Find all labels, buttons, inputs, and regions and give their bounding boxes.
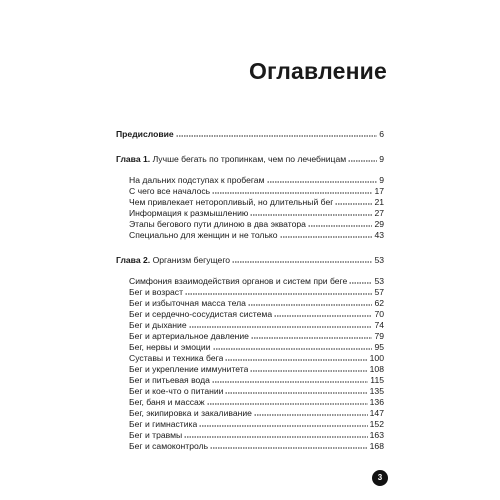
toc-entry[interactable] [116,208,384,219]
toc-entry-label: Специально для женщин и не только [129,230,278,240]
toc-entry-label: Бег и травмы [129,430,183,440]
dot-leader [308,219,372,227]
dot-leader [335,197,372,205]
toc-page-number: 152 [369,419,384,429]
page-title: Оглавление [248,58,387,84]
toc-entry-label: Бег и самоконтроль [129,441,209,451]
dot-leader [349,276,372,284]
toc-entry-label: Бег, экипировка и закаливание [129,408,252,418]
toc-page-number: 108 [369,364,384,374]
dot-leader [185,287,372,295]
spacer [116,266,384,276]
toc-chapter-1[interactable] [116,154,384,165]
chapter-prefix: Глава 2. [116,255,151,265]
toc-entry-label: Чем привлекает неторопливый, но длительный бег [129,197,334,207]
toc-entry-label [116,129,174,140]
chapter-2-items [116,276,384,452]
toc-page-number: 168 [369,441,384,451]
toc-entry-label: Бег и артериальное давление [129,331,249,341]
toc-page-number: 29 [374,219,384,229]
toc-entry-preface[interactable] [116,129,384,140]
dot-leader [225,386,367,394]
toc-page-number: 163 [369,430,384,440]
toc-entry[interactable] [116,287,384,298]
chapter-title: Организм бегущего [150,255,231,265]
toc-entry[interactable] [116,186,384,197]
dot-leader [274,309,372,317]
dot-leader [225,353,367,361]
dot-leader [250,208,372,216]
spacer [116,165,384,175]
toc-entry[interactable] [116,230,384,241]
toc-page-number: 6 [379,129,384,139]
toc-entry[interactable] [116,397,384,408]
dot-leader [232,255,372,263]
dot-leader [267,175,378,183]
dot-leader [207,397,368,405]
toc-entry-label: Бег и кое-что о питании [129,386,224,396]
toc-entry[interactable] [116,375,384,386]
toc-entry-label: Бег и гимнастика [129,419,198,429]
toc-entry-label: Бег и избыточная масса тела [129,298,246,308]
toc-entry-label: Бег и укрепление иммунитета [129,364,249,374]
toc-page-number: 74 [374,320,384,330]
toc-entry-label: Бег, баня и массаж [129,397,205,407]
dot-leader [254,408,368,416]
spacer [116,241,384,255]
toc-entry[interactable] [116,197,384,208]
toc-entry-title: Предисловие [116,129,174,139]
toc-page-number: 79 [374,331,384,341]
toc-page-number: 43 [374,230,384,240]
dot-leader [348,154,377,162]
toc-entry-label: Этапы бегового пути длиною в два экватора [129,219,306,229]
toc-entry[interactable] [116,219,384,230]
toc-page-number: 53 [374,276,384,286]
toc-entry[interactable] [116,364,384,375]
toc-page-number: 135 [369,386,384,396]
toc-entry[interactable] [116,320,384,331]
toc-entry[interactable] [116,309,384,320]
toc-entry-label: Бег и возраст [129,287,184,297]
dot-leader [280,230,373,238]
toc-entry[interactable] [116,419,384,430]
toc-entry[interactable] [116,276,384,287]
toc-entry[interactable] [116,441,384,452]
toc-page-number: 17 [374,186,384,196]
chapter-title: Лучше бегать по тропинкам, чем по лечебницам [150,154,347,164]
toc-entry[interactable] [116,386,384,397]
toc-entry[interactable] [116,430,384,441]
toc-page-number: 100 [369,353,384,363]
toc-chapter-label [116,154,346,165]
dot-leader [250,364,367,372]
spacer [116,140,384,154]
dot-leader [176,129,378,137]
dot-leader [213,342,373,350]
toc-entry-label: Информация к размышлению [129,208,249,218]
chapter-prefix: Глава 1. [116,154,151,164]
dot-leader [212,186,372,194]
page-number-badge: 3 [372,470,388,486]
dot-leader [248,298,373,306]
toc-page-number: 9 [379,175,384,185]
chapter-1-items [116,175,384,241]
toc-page-number: 95 [374,342,384,352]
toc-entry[interactable] [116,408,384,419]
dot-leader [251,331,372,339]
toc-page-number: 53 [374,255,384,265]
toc-entry[interactable] [116,342,384,353]
toc-entry-label: Бег и дыхание [129,320,187,330]
toc-page-number: 57 [374,287,384,297]
toc-entry[interactable] [116,353,384,364]
toc-page-number: 21 [374,197,384,207]
toc-entry[interactable] [116,175,384,186]
toc-chapter-label [116,255,230,266]
toc-page-number: 27 [374,208,384,218]
toc-entry-label: Симфония взаимодействия органов и систем при беге [129,276,348,286]
toc-entry-label: Бег и сердечно-сосудистая система [129,309,273,319]
toc-entry-label: Суставы и техника бега [129,353,224,363]
toc-entry[interactable] [116,298,384,309]
dot-leader [212,375,368,383]
dot-leader [189,320,373,328]
toc-entry-label: Бег и питьевая вода [129,375,210,385]
toc-page-number: 147 [369,408,384,418]
toc-page-number: 70 [374,309,384,319]
toc-chapter-2[interactable] [116,255,384,266]
table-of-contents [116,129,384,452]
toc-page-number: 115 [370,375,384,385]
toc-entry[interactable] [116,331,384,342]
toc-entry-label: Бег, нервы и эмоции [129,342,211,352]
toc-page-number: 136 [369,397,384,407]
toc-entry-label: С чего все началось [129,186,211,196]
dot-leader [184,430,367,438]
toc-page-number: 62 [374,298,384,308]
toc-entry-label: На дальних подступах к пробегам [129,175,265,185]
dot-leader [210,441,368,449]
dot-leader [199,419,367,427]
toc-page-number: 9 [379,154,384,164]
